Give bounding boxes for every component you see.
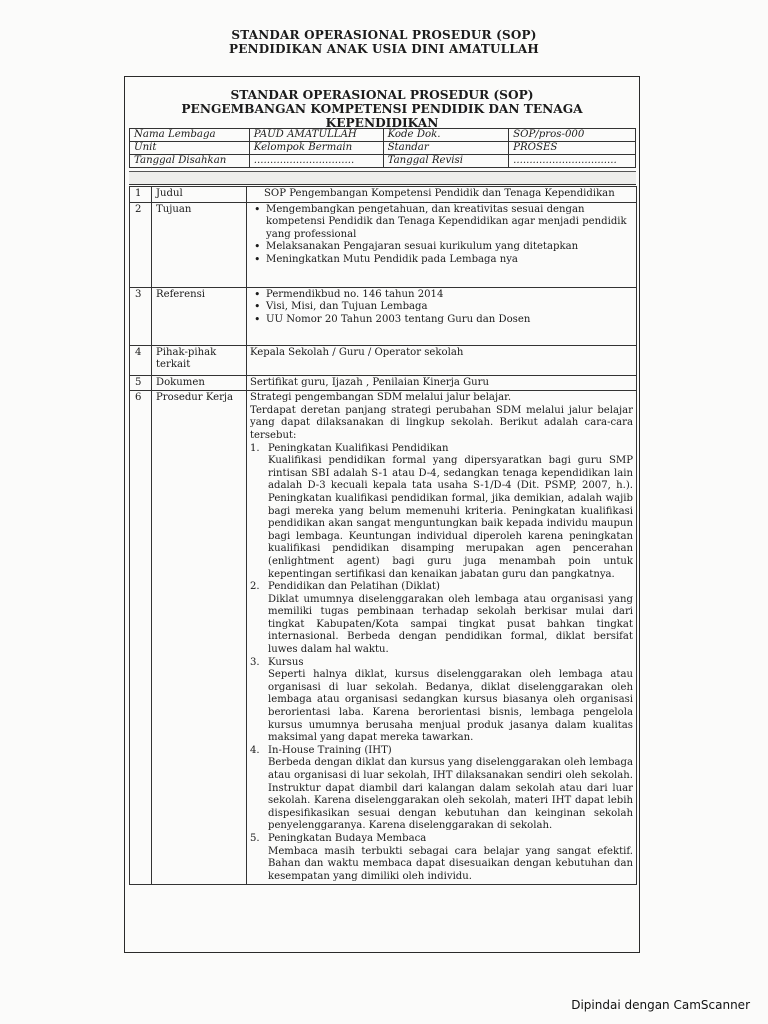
step-body: Diklat umumnya diselenggarakan oleh lembaga atau organisasi yang memiliki tugas pembinaan terhadap sekolah berkisar mulai dari tingkat Kabupaten/Kota sampai tingkat pusat bahkan tingkat internasional. Berbeda dengan pendidikan formal, diklat bersifat luwes dalam hal waktu. xyxy=(268,593,633,656)
step-body: Kualifikasi pendidikan formal yang dipersyaratkan bagi guru SMP rintisan SBI adalah S-1 atau D-4, sedangkan tenaga kependidikan lain adalah D-3 kecuali kepala tata usaha S-1/D-4 (Dit. PSMP, 2007, h.). Peningkatan kualifikasi pendidikan formal, jika demikian, adalah wajib bagi mereka yang belum memenuhi kriteria. Peningkatan kualifikasi pendidikan akan sangat menguntungkan baik kepada individu maupun bagi lembaga. Keuntungan individual diperoleh karena peningkatan kualifikasi pendidikan disamping merupakan agen pencerahan (enlightment agent) bagi guru juga menambah poin untuk kepentingan sertifikasi dan kenaikan jabatan guru dan pangkatnya. xyxy=(268,455,633,580)
step-title: Pendidikan dan Pelatihan (Diklat) xyxy=(268,581,440,593)
step-heading xyxy=(250,657,633,670)
meta-key: Standar xyxy=(383,142,509,155)
row-label: Dokumen xyxy=(152,375,247,391)
meta-key: Tanggal Disahkan xyxy=(130,155,250,168)
step-number: 1. xyxy=(250,442,260,454)
step-title: In-House Training (IHT) xyxy=(268,744,392,756)
step-body: Membaca masih terbukti sebagai cara belajar yang sangat efektif. Bahan dan waktu membaca dapat disesuaikan dengan kebutuhan dan kesempatan yang dimiliki oleh individu. xyxy=(268,845,633,882)
step-body: Seperti halnya diklat, kursus diselenggarakan oleh lembaga atau organisasi di luar sekolah. Bedanya, diklat diselenggarakan oleh lembaga atau organisasi sedangkan kursus biasanya oleh organisasi berorientasi laba. Karena berorientasi bisnis, lembaga pengelola kursus umumnya berusaha menjual produk jasanya dalam kualitas maksimal yang dapat mereka tawarkan. xyxy=(268,669,633,744)
step-number: 4. xyxy=(250,744,260,756)
metadata-table xyxy=(129,128,636,168)
meta-row xyxy=(130,142,636,155)
row-label: Prosedur Kerja xyxy=(152,391,247,885)
meta-key: Tanggal Revisi xyxy=(383,155,509,168)
row-value xyxy=(247,391,637,885)
row-value xyxy=(247,287,637,345)
tujuan-list xyxy=(250,204,633,267)
meta-row xyxy=(130,155,636,168)
row-label: Tujuan xyxy=(152,202,247,287)
step-number: 5. xyxy=(250,832,260,844)
row-judul xyxy=(130,187,637,203)
header-line-1: STANDAR OPERASIONAL PROSEDUR (SOP) xyxy=(231,28,537,42)
sop-title-line-2: PENGEMBANGAN KOMPETENSI PENDIDIK DAN TENAGA KEPENDIDIKAN xyxy=(181,102,583,130)
step-heading xyxy=(250,581,633,594)
header-line-2: PENDIDIKAN ANAK USIA DINI AMATULLAH xyxy=(229,42,539,56)
meta-value: PAUD AMATULLAH xyxy=(249,129,383,142)
row-value xyxy=(247,202,637,287)
scanner-watermark: Dipindai dengan CamScanner xyxy=(571,998,750,1012)
referensi-list xyxy=(250,289,633,327)
sop-frame xyxy=(124,76,640,953)
procedure-step xyxy=(250,833,633,883)
step-heading xyxy=(250,833,633,846)
meta-key: Kode Dok. xyxy=(383,129,509,142)
row-pihak xyxy=(130,345,637,375)
meta-value: ................................ xyxy=(509,155,636,168)
row-number: 2 xyxy=(130,202,152,287)
step-heading xyxy=(250,745,633,758)
step-number: 3. xyxy=(250,656,260,668)
row-value xyxy=(247,187,637,203)
judul-text: SOP Pengembangan Kompetensi Pendidik dan Tenaga Kependidikan xyxy=(264,188,615,199)
meta-value: Kelompok Bermain xyxy=(249,142,383,155)
list-item: • Melaksanakan Pengajaran sesuai kurikulum yang ditetapkan xyxy=(252,241,633,254)
table-divider xyxy=(129,171,636,185)
row-label: Pihak-pihak terkait xyxy=(152,345,247,375)
list-item: • Mengembangkan pengetahuan, dan kreativitas sesuai dengan kompetensi Pendidik dan Tenaga Kependidikan agar menjadi pendidik yang professional xyxy=(252,204,633,242)
meta-key: Nama Lembaga xyxy=(130,129,250,142)
sop-title-line-1: STANDAR OPERASIONAL PROSEDUR (SOP) xyxy=(230,88,534,102)
document-header xyxy=(0,28,768,56)
procedure-step xyxy=(250,657,633,745)
meta-value: PROSES xyxy=(509,142,636,155)
sop-title xyxy=(125,77,639,130)
procedure-step xyxy=(250,443,633,582)
list-item: • Visi, Misi, dan Tujuan Lembaga xyxy=(252,301,633,314)
meta-value: ............................... xyxy=(249,155,383,168)
step-title: Kursus xyxy=(268,656,304,668)
sop-content-table xyxy=(129,186,637,885)
row-tujuan xyxy=(130,202,637,287)
step-title: Peningkatan Budaya Membaca xyxy=(268,832,427,844)
step-body: Berbeda dengan diklat dan kursus yang diselenggarakan oleh lembaga atau organisasi di luar sekolah, IHT dilaksanakan sendiri oleh sekolah. Instruktur dapat diambil dari kalangan dalam sekolah atau dari luar sekolah. Karena diselenggarakan oleh sekolah, materi IHT dapat lebih dispesifikasikan sesuai dengan kebutuhan dan keinginan sekolah penyelenggaranya. Karena diselenggarakan di sekolah. xyxy=(268,757,633,832)
row-label: Judul xyxy=(152,187,247,203)
step-heading xyxy=(250,443,633,456)
row-value: Sertifikat guru, Ijazah , Penilaian Kinerja Guru xyxy=(247,375,637,391)
meta-key: Unit xyxy=(130,142,250,155)
prosedur-intro-1: Strategi pengembangan SDM melalui jalur belajar. xyxy=(250,392,512,404)
row-label: Referensi xyxy=(152,287,247,345)
step-title: Peningkatan Kualifikasi Pendidikan xyxy=(268,442,449,454)
procedure-step xyxy=(250,745,633,833)
meta-value: SOP/pros-000 xyxy=(509,129,636,142)
row-number: 5 xyxy=(130,375,152,391)
list-item: • UU Nomor 20 Tahun 2003 tentang Guru dan Dosen xyxy=(252,314,633,327)
row-number: 6 xyxy=(130,391,152,885)
prosedur-intro-2: Terdapat deretan panjang strategi perubahan SDM melalui jalur belajar yang dapat dilaksanakan di lingkup sekolah. Berikut adalah cara-cara tersebut: xyxy=(250,404,633,441)
meta-row xyxy=(130,129,636,142)
row-value: Kepala Sekolah / Guru / Operator sekolah xyxy=(247,345,637,375)
row-number: 4 xyxy=(130,345,152,375)
list-item: • Meningkatkan Mutu Pendidik pada Lembaga nya xyxy=(252,254,633,267)
procedure-step xyxy=(250,581,633,657)
row-dokumen xyxy=(130,375,637,391)
row-prosedur xyxy=(130,391,637,885)
row-number: 1 xyxy=(130,187,152,203)
row-referensi xyxy=(130,287,637,345)
list-item: • Permendikbud no. 146 tahun 2014 xyxy=(252,289,633,302)
step-number: 2. xyxy=(250,581,260,593)
row-number: 3 xyxy=(130,287,152,345)
